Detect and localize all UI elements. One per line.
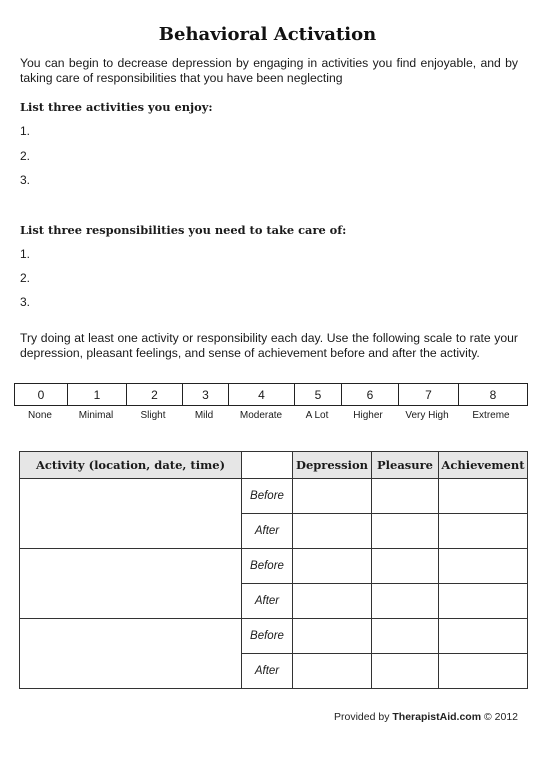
- scale-number: 6: [342, 384, 399, 406]
- after-label: After: [242, 654, 293, 689]
- footer-brand-link[interactable]: TherapistAid.com: [392, 711, 482, 723]
- depression-cell[interactable]: [293, 584, 372, 619]
- scale-label: Very High: [405, 410, 449, 421]
- scale-labels: [14, 410, 527, 424]
- depression-cell[interactable]: [293, 654, 372, 689]
- activity-cell[interactable]: [20, 619, 242, 689]
- header-activity: Activity (location, date, time): [20, 452, 242, 479]
- responsibility-item-2: 2.: [20, 271, 31, 285]
- scale-number: 2: [127, 384, 183, 406]
- pleasure-cell[interactable]: [372, 654, 439, 689]
- table-row: [20, 549, 528, 584]
- responsibilities-heading: List three responsibilities you need to take care of:: [20, 223, 347, 237]
- scale-number: 3: [183, 384, 229, 406]
- rating-scale: [14, 383, 528, 406]
- footer-copyright: © 2012: [483, 711, 518, 723]
- scale-number: 0: [15, 384, 68, 406]
- achievement-cell[interactable]: [439, 619, 528, 654]
- footer-prefix: Provided by: [334, 711, 390, 723]
- scale-label: Minimal: [78, 410, 114, 421]
- achievement-cell[interactable]: [439, 654, 528, 689]
- depression-cell[interactable]: [293, 479, 372, 514]
- depression-cell[interactable]: [293, 549, 372, 584]
- scale-number: 4: [229, 384, 295, 406]
- table-row: [20, 619, 528, 654]
- after-label: After: [242, 514, 293, 549]
- activity-item-1: 1.: [20, 124, 31, 138]
- scale-label: Mild: [194, 410, 214, 421]
- activity-log-table: [19, 451, 528, 689]
- footer-credit: [334, 711, 518, 723]
- activities-heading: List three activities you enjoy:: [20, 100, 213, 114]
- depression-cell[interactable]: [293, 514, 372, 549]
- scale-label: None: [28, 410, 52, 421]
- activity-item-3: 3.: [20, 173, 31, 187]
- scale-label: Slight: [140, 410, 166, 421]
- before-label: Before: [242, 479, 293, 514]
- responsibility-item-3: 3.: [20, 295, 31, 309]
- after-label: After: [242, 584, 293, 619]
- table-row: [20, 479, 528, 514]
- scale-label: Extreme: [472, 410, 510, 421]
- activity-cell[interactable]: [20, 549, 242, 619]
- before-label: Before: [242, 619, 293, 654]
- achievement-cell[interactable]: [439, 479, 528, 514]
- before-label: Before: [242, 549, 293, 584]
- responsibility-item-1: 1.: [20, 247, 31, 261]
- scale-number: 1: [68, 384, 127, 406]
- scale-number: 8: [459, 384, 528, 406]
- achievement-cell[interactable]: [439, 514, 528, 549]
- achievement-cell[interactable]: [439, 549, 528, 584]
- scale-label: Higher: [353, 410, 383, 421]
- instructions-text: Try doing at least one activity or responsibility each day. Use the following scale to rate your depression, pleasant feelings, and sense of achievement before and after the activity.: [20, 331, 518, 360]
- pleasure-cell[interactable]: [372, 549, 439, 584]
- header-depression: Depression: [293, 452, 372, 479]
- header-blank: [242, 452, 293, 479]
- pleasure-cell[interactable]: [372, 514, 439, 549]
- scale-number: 5: [295, 384, 342, 406]
- header-pleasure: Pleasure: [372, 452, 439, 479]
- depression-cell[interactable]: [293, 619, 372, 654]
- pleasure-cell[interactable]: [372, 479, 439, 514]
- scale-number: 7: [399, 384, 459, 406]
- intro-text: You can begin to decrease depression by engaging in activities you find enjoyable, and by taking care of responsibilities that you have been neglecting: [20, 56, 518, 85]
- achievement-cell[interactable]: [439, 584, 528, 619]
- pleasure-cell[interactable]: [372, 584, 439, 619]
- header-achievement: Achievement: [439, 452, 528, 479]
- pleasure-cell[interactable]: [372, 619, 439, 654]
- activity-item-2: 2.: [20, 149, 31, 163]
- page-title: Behavioral Activation: [158, 24, 377, 45]
- activity-cell[interactable]: [20, 479, 242, 549]
- scale-label: Moderate: [239, 410, 283, 421]
- scale-label: A Lot: [305, 410, 329, 421]
